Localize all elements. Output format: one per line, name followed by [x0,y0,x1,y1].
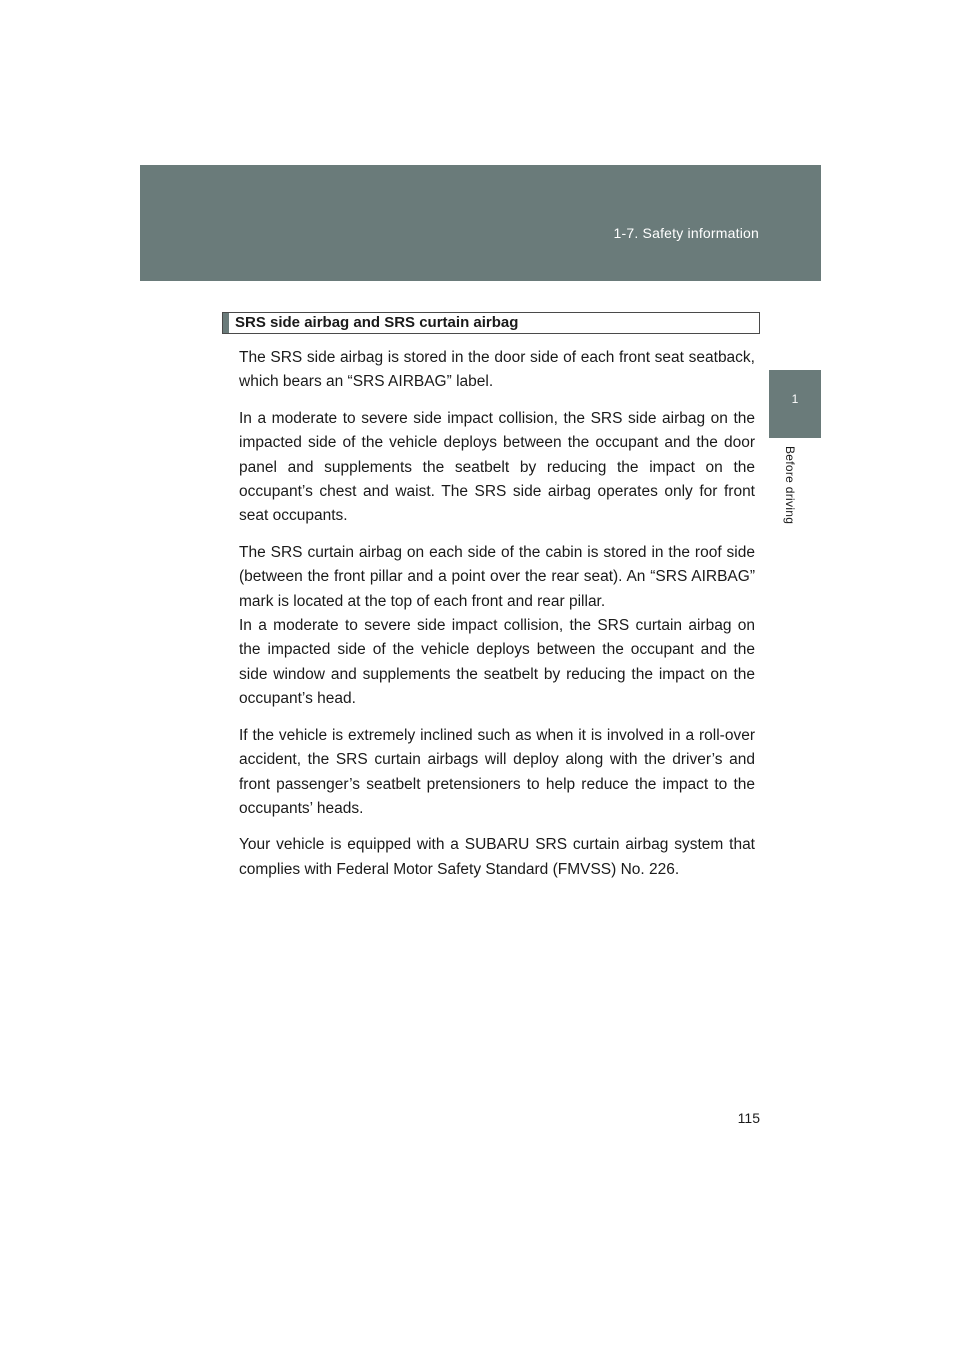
chapter-tab [769,370,821,438]
paragraph-curtain-airbag-location: The SRS curtain airbag on each side of the cabin is stored in the roof side (between the front pillar and a point over the rear seat). An “SRS AIRBAG” mark is located at the top of each front and rear pillar. [239,543,755,610]
section-heading-marker [223,313,229,333]
chapter-number: 1 [791,392,799,406]
section-heading-box [222,312,760,334]
body-text [239,346,755,894]
header-section-title: 1-7. Safety information [613,225,759,241]
paragraph-side-airbag-deployment: In a moderate to severe side impact collision, the SRS side airbag on the impacted side of the vehicle deploys between the occupant and the door panel and supplements the seatbelt by reducing the impact on the occupant’s chest and waist. The SRS side airbag operates only for front seat occupants. [239,409,755,525]
paragraph-fmvss: Your vehicle is equipped with a SUBARU SRS curtain airbag system that complies with Federal Motor Safety Standard (FMVSS) No. 226. [239,836,755,878]
paragraph-side-airbag-location: The SRS side airbag is stored in the door side of each front seat seatback, which bears an “SRS AIRBAG” label. [239,349,755,391]
section-heading: SRS side airbag and SRS curtain airbag [235,314,519,331]
chapter-label: Before driving [783,446,797,525]
paragraph-rollover: If the vehicle is extremely inclined such as when it is involved in a roll-over accident, the SRS curtain airbags will deploy along with the driver’s and front passenger’s seatbelt pretensioners to help reduce the impact to the occupants’ heads. [239,726,755,817]
page-number: 115 [737,1110,760,1126]
header-band [140,165,821,281]
paragraph-curtain-airbag-deployment: In a moderate to severe side impact collision, the SRS curtain airbag on the impacted side of the vehicle deploys between the occupant and the side window and supplements the seatbelt by reducing the impact on the occupant’s head. [239,617,755,708]
